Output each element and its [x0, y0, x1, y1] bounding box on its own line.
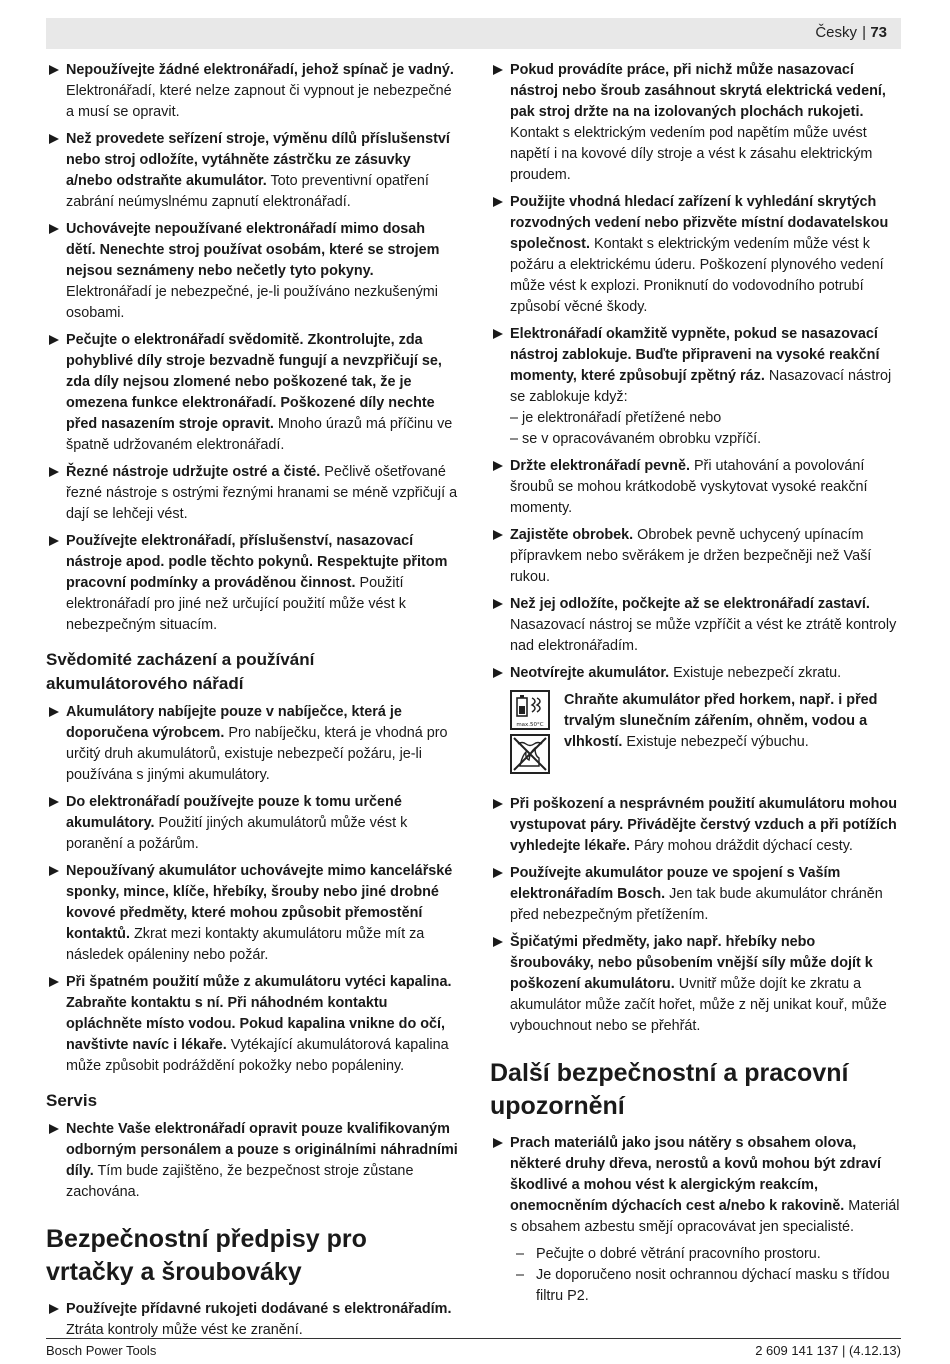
item-bold: Chraňte akumulátor před horkem, např. i před trvalým slunečním zářením, ohněm, vodou a vlhkostí.	[564, 692, 878, 750]
list-item	[46, 129, 458, 213]
item-bold: Řezné nástroje udržujte ostré a čisté.	[66, 464, 321, 480]
left-column	[46, 60, 458, 1347]
bullet-triangle-icon	[49, 977, 59, 987]
item-bold: Akumulátory nabíjejte pouze v nabíječce, která je doporučena výrobcem.	[66, 704, 402, 741]
list-item	[490, 594, 902, 657]
item-text: Kontakt s elektrickým vedením pod napětím může uvést napětí i na kovové díly stroje a vést k zásahu elektrickým proudem.	[510, 125, 873, 183]
footer-doc-number: 2 609 141 137 | (4.12.13)	[755, 1343, 901, 1358]
dash-item: – Pečujte o dobré větrání pracovního prostoru.	[516, 1244, 902, 1265]
item-text: Zkrat mezi kontakty akumulátoru může mít za následek opáleniny nebo požár.	[66, 926, 425, 963]
item-bold: Uchovávejte nepoužívané elektronářadí mimo dosah dětí. Nenechte stroj používat osobám, které se strojem nejsou seznámeny nebo nečetly tyto pokyny.	[66, 221, 440, 279]
list-item	[46, 219, 458, 324]
item-bold: Špičatými předměty, jako např. hřebíky nebo šroubováky, nebo působením vnější síly může dojít k poškození akumulátoru.	[510, 934, 873, 992]
item-bold: Elektronářadí okamžitě vypněte, pokud se nasazovací nástroj zablokuje. Buďte připraveni na vysoké reakční momenty, které způsobují zpětný ráz.	[510, 326, 880, 384]
bullet-triangle-icon	[493, 1138, 503, 1148]
bullet-triangle-icon	[493, 197, 503, 207]
item-bold: Prach materiálů jako jsou nátěry s obsahem olova, některé druhy dřeva, nerostů a kovů mohou být zdraví škodlivé a mohou vést k alergickým reakcím, onemocněním dýchacích cest a/nebo k rakovině.	[510, 1135, 882, 1214]
item-text: Vytékající akumulátorová kapalina může způsobit podráždění pokožky nebo popáleniny.	[66, 1037, 449, 1074]
bullet-triangle-icon	[49, 467, 59, 477]
battery-max-temperature-icon	[510, 690, 550, 730]
section-heading-more-safety: Další bezpečnostní a pracovní upozornění	[490, 1059, 849, 1120]
heat-warning-text	[564, 690, 902, 778]
item-bold: Než jej odložíte, počkejte až se elektronářadí zastaví.	[510, 596, 870, 612]
item-bold: Používejte akumulátor pouze ve spojení s Vaším elektronářadím Bosch.	[510, 865, 841, 902]
item-bold: Nechte Vaše elektronářadí opravit pouze kvalifikovaným odborným personálem a pouze s originálními náhradními díly.	[66, 1121, 458, 1179]
item-text: Existuje nebezpečí zkratu.	[669, 665, 842, 681]
list-item	[46, 861, 458, 966]
list-item-blocked-tool	[490, 324, 902, 450]
bullet-triangle-icon	[493, 530, 503, 540]
page-number: 73	[870, 24, 887, 41]
dust-measures-list	[516, 1244, 902, 1307]
item-bold: Nepoužívaný akumulátor uchovávejte mimo kancelářské sponky, mince, klíče, hřebíky, šrouby nebo jiné drobné kovové předměty, které mohou způsobit přemostění kontaktů.	[66, 863, 453, 942]
bullet-triangle-icon	[49, 866, 59, 876]
item-bold: Zajistěte obrobek.	[510, 527, 634, 543]
header-separator: |	[862, 24, 866, 41]
dash-item: – se v opracovávaném obrobku vzpříčí.	[510, 431, 762, 447]
page-header	[46, 18, 901, 49]
bullet-triangle-icon	[49, 797, 59, 807]
bullet-triangle-icon	[49, 134, 59, 144]
list-item	[46, 702, 458, 786]
list-item-dust	[490, 1133, 902, 1238]
list-item	[490, 663, 902, 684]
item-text: Ztráta kontroly může vést ke zranění.	[66, 1322, 303, 1338]
item-bold: Používejte elektronářadí, příslušenství, nasazovací nástroje apod. podle těchto pokynů. Respektujte přitom pracovní podmínky a prováděnou činnost.	[66, 533, 448, 591]
section-heading-battery: Svědomité zacházení a používání akumulátorového nářadí	[46, 650, 315, 693]
dash-item: – je elektronářadí přetížené nebo	[510, 410, 722, 426]
list-item	[46, 792, 458, 855]
section-heading-service: Servis	[46, 1091, 98, 1110]
item-text: Obrobek pevně uchycený upínacím přípravkem nebo svěrákem je držen bezpečněji než Vaší rukou.	[510, 527, 872, 585]
item-text: Jen tak bude akumulátor chráněn před nebezpečným přetížením.	[510, 886, 883, 923]
list-item	[46, 1299, 458, 1341]
item-text: Použití jiných akumulátorů může vést k poranění a požárům.	[66, 815, 408, 852]
item-bold: Při špatném použití může z akumulátoru vytéci kapalina. Zabraňte kontaktu s ní. Při náhodném kontaktu opláchněte místo vodou. Pokud kapalina vnikne do očí, navštivte navíc i lékaře.	[66, 974, 452, 1053]
item-text: Nasazovací nástroj se zablokuje když:	[510, 368, 892, 405]
bullet-triangle-icon	[493, 668, 503, 678]
bullet-triangle-icon	[49, 536, 59, 546]
list-item	[46, 1119, 458, 1203]
section-heading-drills: Bezpečnostní předpisy pro vrtačky a šroubováky	[46, 1225, 367, 1286]
bullet-triangle-icon	[493, 868, 503, 878]
bullet-triangle-icon	[493, 65, 503, 75]
battery-heat-warning	[510, 690, 902, 778]
list-item	[46, 531, 458, 636]
item-bold: Nepoužívejte žádné elektronářadí, jehož spínač je vadný.	[66, 62, 454, 78]
item-text: Elektronářadí, které nelze zapnout či vypnout je nebezpečné a musí se opravit.	[66, 83, 452, 120]
bullet-triangle-icon	[49, 224, 59, 234]
list-item	[490, 863, 902, 926]
right-column	[490, 60, 902, 1307]
list-item	[46, 60, 458, 123]
item-bold: Použijte vhodná hledací zařízení k vyhledání skrytých rozvodných vedení nebo přizvěte místní dodavatelskou společnost.	[510, 194, 889, 252]
item-bold: Neotvírejte akumulátor.	[510, 665, 670, 681]
list-item	[490, 60, 902, 186]
item-text: Použití elektronářadí pro jiné než určující použití může vést k nebezpečným situacím.	[66, 575, 406, 633]
item-text: Kontakt s elektrickým vedením může vést k požáru a elektrickému úderu. Poškození plynového vedení může vést k explozi. Proniknutí do vodovodního potrubí způsobí věcné škody.	[510, 236, 884, 315]
item-bold: Pokud provádíte práce, při nichž může nasazovací nástroj nebo šroub zasáhnout skrytá elektrická vedení, pak stroj držte na na izolovaných plochách rukojeti.	[510, 62, 886, 120]
bullet-triangle-icon	[493, 937, 503, 947]
bullet-triangle-icon	[49, 707, 59, 717]
list-item	[490, 456, 902, 519]
footer-brand: Bosch Power Tools	[46, 1343, 157, 1358]
item-text: Při utahování a povolování šroubů se mohou krátkodobě vyskytovat vysoké reakční momenty.	[510, 458, 868, 516]
item-bold: Používejte přídavné rukojeti dodávané s elektronářadím.	[66, 1301, 452, 1317]
bullet-triangle-icon	[49, 65, 59, 75]
item-text: Páry mohou dráždit dýchací cesty.	[630, 838, 853, 854]
item-text: Pro nabíječku, která je vhodná pro určitý druh akumulátorů, existuje nebezpečí požáru, je-li používána s jinými akumulátory.	[66, 725, 448, 783]
no-water-fire-icon	[510, 734, 550, 774]
item-bold: Držte elektronářadí pevně.	[510, 458, 690, 474]
dash-item: – Je doporučeno nosit ochrannou dýchací masku s třídou filtru P2.	[516, 1265, 902, 1307]
list-item	[46, 330, 458, 456]
bullet-triangle-icon	[49, 1304, 59, 1314]
list-item	[490, 932, 902, 1037]
item-text: Mnoho úrazů má příčinu ve špatně udržovaném elektronářadí.	[66, 416, 453, 453]
item-text: Uvnitř může dojít ke zkratu a akumulátor může začít hořet, může z něj unikat kouř, může vybouchnout nebo se přehřát.	[510, 976, 887, 1034]
item-bold: Pečujte o elektronářadí svědomitě. Zkontrolujte, zda pohyblivé díly stroje bezvadně fungují a nevzpřičují se, zda díly nejsou zlomené nebo poškozené tak, že je omezena funkce elektronářadí. Poškozené díly nechte před nasazením stroje opravit.	[66, 332, 442, 432]
item-bold: Do elektronářadí používejte pouze k tomu určené akumulátory.	[66, 794, 402, 831]
item-text: Materiál s obsahem azbestu smějí opracovávat jen specialisté.	[510, 1198, 900, 1235]
bullet-triangle-icon	[493, 461, 503, 471]
bullet-triangle-icon	[493, 799, 503, 809]
list-item	[490, 525, 902, 588]
item-bold: Než provedete seřízení stroje, výměnu dílů příslušenství nebo stroj odložíte, vytáhněte zástrčku ze zásuvky a/nebo odstraňte akumulátor.	[66, 131, 450, 189]
item-text: Pečlivě ošetřované řezné nástroje s ostrými řeznými hranami se méně vzpřičují a dají se lehčeji vést.	[66, 464, 458, 522]
item-text: Existuje nebezpečí výbuchu.	[622, 734, 809, 750]
header-language: Česky	[815, 24, 857, 41]
footer-divider	[46, 1338, 901, 1339]
item-text: Tím bude zajištěno, že bezpečnost stroje zůstane zachována.	[66, 1163, 414, 1200]
list-item	[490, 192, 902, 318]
list-item	[46, 972, 458, 1077]
bullet-triangle-icon	[49, 335, 59, 345]
item-text: Nasazovací nástroj se může vzpříčit a vést ke ztrátě kontroly nad elektronářadím.	[510, 617, 897, 654]
item-bold: Při poškození a nesprávném použití akumulátoru mohou vystupovat páry. Přivádějte čerstvý vzduch a při potížích vyhledejte lékaře.	[510, 796, 898, 854]
bullet-triangle-icon	[49, 1124, 59, 1134]
list-item	[46, 462, 458, 525]
warning-icons	[510, 690, 554, 778]
item-text: Elektronářadí je nebezpečné, je-li používáno nezkušenými osobami.	[66, 284, 438, 321]
bullet-triangle-icon	[493, 599, 503, 609]
bullet-triangle-icon	[493, 329, 503, 339]
item-text: Toto preventivní opatření zabrání neúmyslnému zapnutí elektronářadí.	[66, 173, 429, 210]
list-item	[490, 794, 902, 857]
icon-temperature-label: max.50°C	[516, 722, 544, 728]
